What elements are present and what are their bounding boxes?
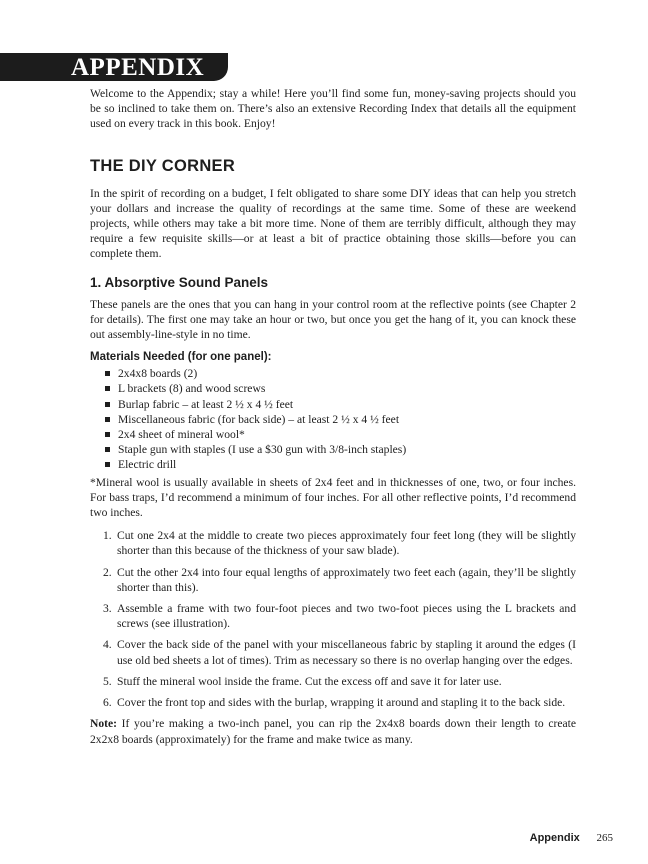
note-label: Note: [90, 717, 118, 731]
step-item [90, 695, 576, 710]
step-number: 4. [103, 638, 112, 652]
diy-corner-heading: THE DIY CORNER [90, 156, 236, 175]
square-bullet-icon [105, 371, 110, 376]
material-text: Burlap fabric – at least 2 ½ x 4 ½ feet [118, 397, 294, 411]
step-number: 5. [103, 674, 112, 688]
intro-paragraph: Welcome to the Appendix; stay a while! Here you’ll find some fun, money-saving projects should you be so inclined to take them on. There’s also an extensive Recording Index that details all the equipment used on every track in this book. Enjoy! [90, 87, 576, 131]
step-text: Cut one 2x4 at the middle to create two pieces approximately four feet long (they will be slightly shorter than this because of the thickness of your saw blade). [117, 529, 576, 558]
step-item [90, 528, 576, 558]
note-text: If you’re making a two-inch panel, you can rip the 2x4x8 boards down their length to create 2x2x8 boards (approximately) for the frame and make twice as many. [90, 717, 576, 746]
material-item [105, 381, 576, 396]
material-item [105, 427, 576, 442]
material-text: Electric drill [118, 458, 177, 472]
step-text: Cut the other 2x4 into four equal lengths of approximately two feet each (again, they’ll be slightly shorter than this). [117, 565, 576, 594]
material-item [105, 457, 576, 472]
material-item [105, 397, 576, 412]
materials-heading: Materials Needed (for one panel): [90, 351, 272, 364]
step-item [90, 637, 576, 667]
page-footer [530, 832, 613, 844]
step-text: Cover the front top and sides with the burlap, wrapping it around and stapling it to the back side. [117, 696, 566, 710]
square-bullet-icon [105, 432, 110, 437]
diy-paragraph: In the spirit of recording on a budget, I felt obligated to share some DIY ideas that can help you stretch your dollars and increase the quality of recordings at the same time. Some of these are weekend projects, while others may take a bit more time. None of them are terribly difficult, although they may require a few requisite skills—or at least a bit of practice obtaining those skills—before you can complete them. [90, 186, 576, 261]
material-text: 2x4x8 boards (2) [118, 367, 198, 381]
material-text: Miscellaneous fabric (for back side) – at least 2 ½ x 4 ½ feet [118, 412, 400, 426]
step-number: 1. [103, 529, 112, 543]
sound-panels-heading: 1. Absorptive Sound Panels [90, 274, 269, 290]
mineral-wool-footnote: *Mineral wool is usually available in sheets of 2x4 feet and in thicknesses of one, two, or four inches. For bass traps, I’d recommend a minimum of four inches. For all other reflective points, I’d recommend two inches. [90, 475, 576, 520]
page-number: 265 [596, 832, 613, 844]
page-content [90, 86, 576, 747]
step-text: Stuff the mineral wool inside the frame. Cut the excess off and save it for later use. [117, 674, 502, 688]
square-bullet-icon [105, 462, 110, 467]
square-bullet-icon [105, 402, 110, 407]
step-number: 2. [103, 565, 112, 579]
step-item [90, 674, 576, 689]
materials-list [90, 366, 576, 472]
step-item [90, 565, 576, 595]
step-text: Cover the back side of the panel with your miscellaneous fabric by stapling it around the edges (I use old bed sheets a lot of times). Trim as necessary so there is no overlap hanging over the edges. [117, 638, 576, 667]
step-number: 3. [103, 602, 112, 616]
material-item [105, 366, 576, 381]
material-item [105, 442, 576, 457]
material-item [105, 412, 576, 427]
step-text: Assemble a frame with two four-foot pieces and two two-foot pieces using the L brackets and screws (see illustration). [117, 602, 576, 631]
step-number: 6. [103, 696, 112, 710]
steps-list [90, 528, 576, 710]
chapter-title: APPENDIX [71, 54, 205, 81]
sound-panels-paragraph: These panels are the ones that you can hang in your control room at the reflective points (see Chapter 2 for details). The first one may take an hour or two, but once you get the hang of it, you can knock these out assembly-line-style in no time. [90, 297, 576, 342]
material-text: Staple gun with staples (I use a $30 gun with 3/8-inch staples) [118, 443, 407, 457]
square-bullet-icon [105, 417, 110, 422]
square-bullet-icon [105, 447, 110, 452]
note-paragraph [90, 716, 576, 746]
material-text: 2x4 sheet of mineral wool* [118, 428, 245, 442]
step-item [90, 601, 576, 631]
material-text: L brackets (8) and wood screws [118, 382, 266, 396]
footer-section-name: Appendix [529, 832, 580, 844]
square-bullet-icon [105, 386, 110, 391]
